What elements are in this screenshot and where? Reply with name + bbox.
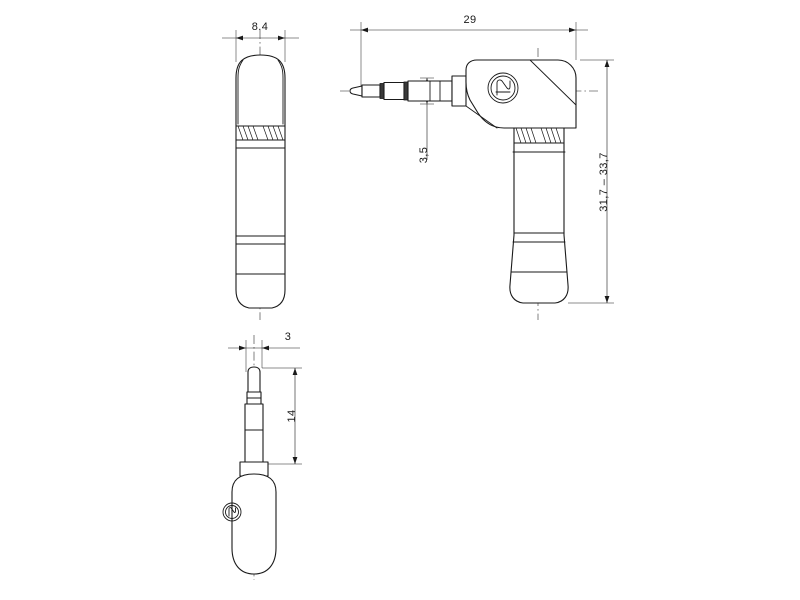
side-view-ring-contact (384, 83, 404, 100)
side-view-shaft-tip-segment (362, 85, 380, 97)
top-view-body (232, 474, 276, 574)
dim-label-3-5: 3,5 (418, 146, 430, 164)
side-view-collar (452, 76, 466, 106)
front-view-arrow-right (278, 36, 285, 41)
top-view-arrow-14-top (293, 368, 298, 375)
side-view-arrow-height-top (605, 60, 610, 67)
top-view-plug-tip (248, 367, 260, 392)
dim-label-29: 29 (463, 14, 477, 26)
side-view-plug-tip (350, 86, 362, 96)
side-view (340, 14, 614, 320)
dim-label-31-7-33-7: 31,7 – 33,7 (598, 152, 610, 212)
top-view-shaft-lower (245, 404, 263, 462)
side-view-arrow-29-left (361, 28, 368, 33)
side-view-arrow-height-bottom (605, 296, 610, 303)
dim-label-14: 14 (286, 409, 298, 423)
front-view-arrow-left (236, 36, 243, 41)
top-view-arrow-3-left (239, 346, 246, 351)
side-view-grip-body (510, 143, 568, 303)
dim-label-3: 3 (284, 331, 292, 343)
side-view-insulator-ring-2 (404, 82, 408, 100)
dim-label-8-4: 8.4 (251, 21, 269, 33)
top-view-arrow-3-right (262, 346, 269, 351)
top-view (223, 331, 302, 580)
front-view-body-outline (236, 55, 285, 308)
side-view-arrow-29-right (569, 28, 576, 33)
side-view-insulator-ring-1 (380, 84, 384, 99)
front-view (222, 21, 299, 320)
top-view-arrow-14-bottom (293, 457, 298, 464)
